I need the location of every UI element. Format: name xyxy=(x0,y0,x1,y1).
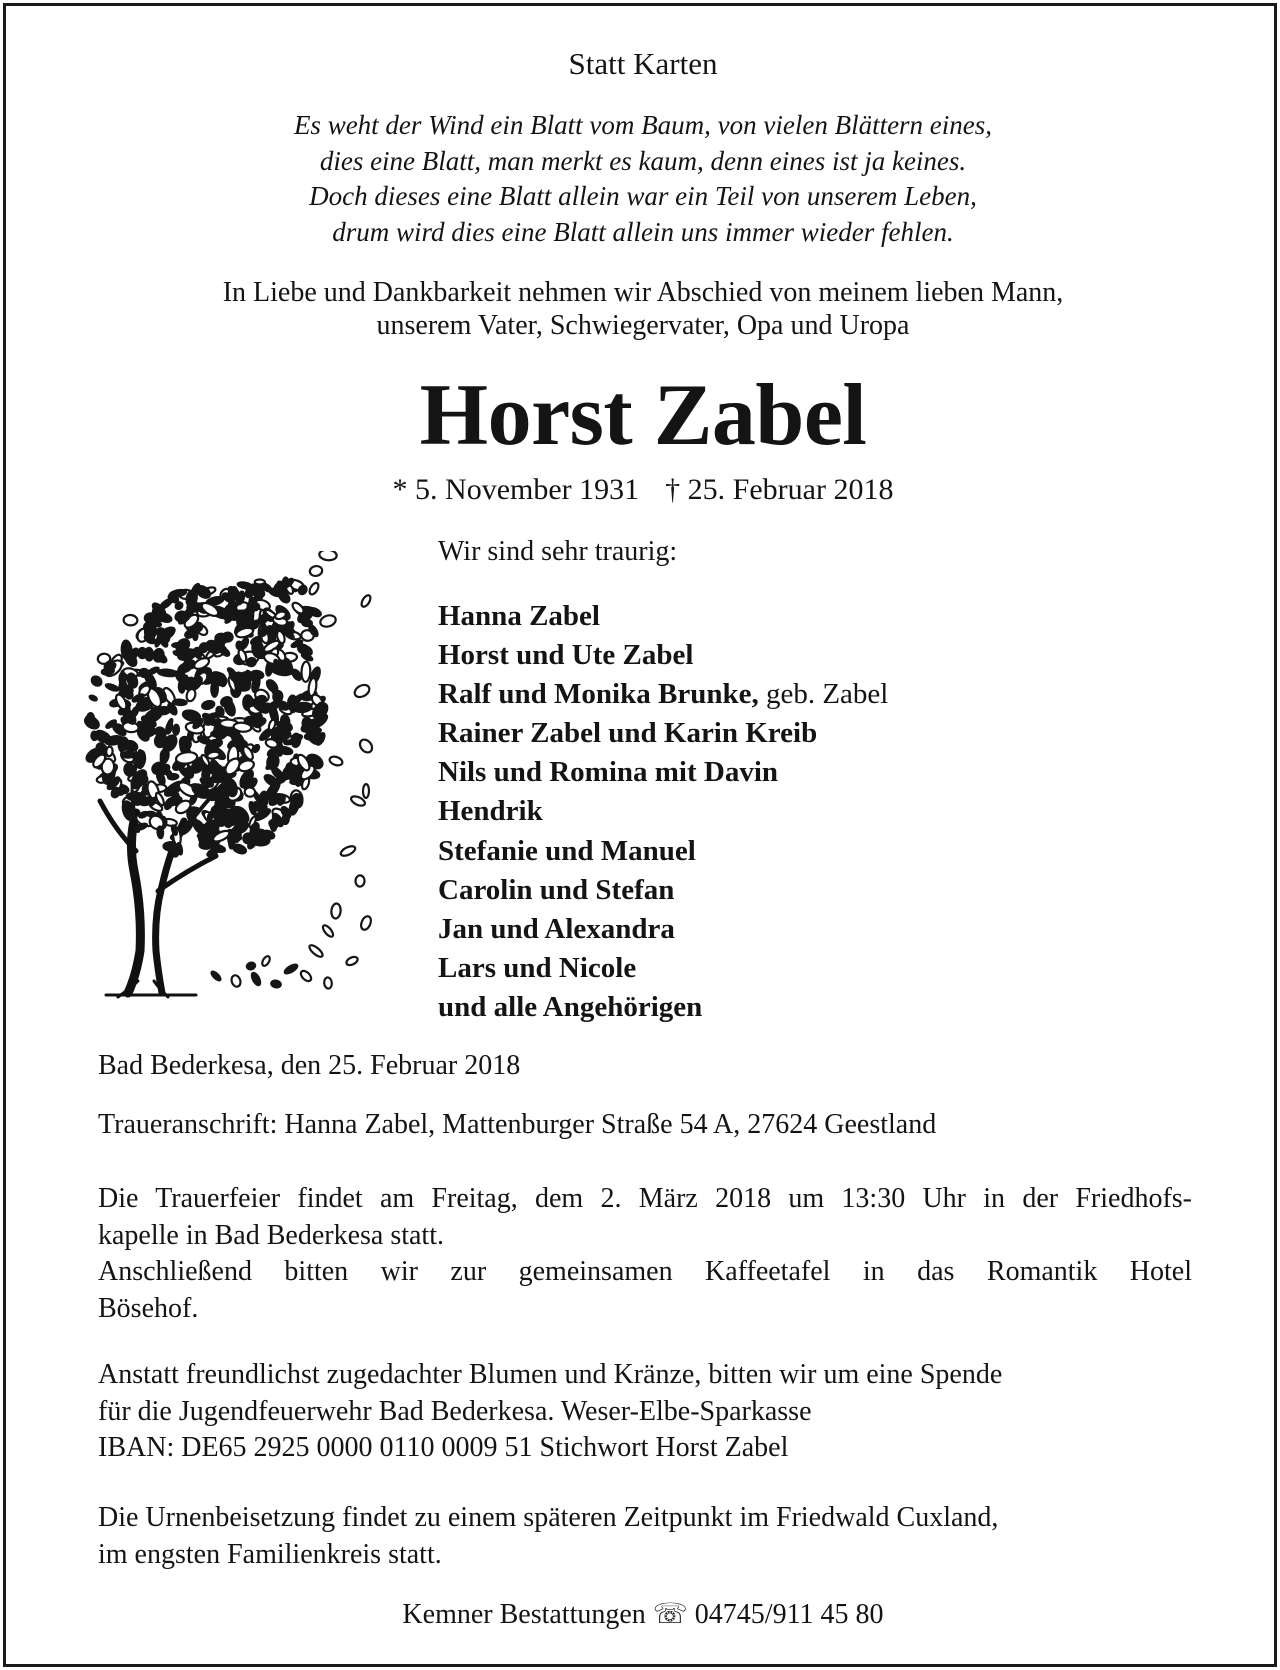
funeral-info xyxy=(98,1181,1192,1327)
funeral-line: kapelle in Bad Bederkesa statt. xyxy=(98,1219,444,1251)
family-member xyxy=(438,636,888,675)
death-date: † 25. Februar 2018 xyxy=(665,473,894,506)
donation-line: für die Jugendfeuerwehr Bad Bederkesa. Weser-Elbe-Sparkasse xyxy=(98,1395,812,1427)
life-dates xyxy=(6,472,1280,508)
poem xyxy=(6,108,1280,250)
donation-info xyxy=(98,1357,1192,1467)
funeral-line: Anschließend bitten wir zur gemeinsamen Kaffeetafel in das Romantik Hotel xyxy=(98,1256,1192,1287)
family-member xyxy=(438,597,888,636)
family-member xyxy=(438,871,888,910)
family-member xyxy=(438,714,888,753)
family-member-name: Ralf und Monika Brunke, xyxy=(438,678,759,711)
urn-line: im engsten Familienkreis statt. xyxy=(98,1538,442,1570)
place-and-date: Bad Bederkesa, den 25. Februar 2018 xyxy=(98,1050,521,1081)
poem-line: drum wird dies eine Blatt allein uns immer wieder fehlen. xyxy=(332,216,954,247)
family-member xyxy=(438,910,888,949)
tree-with-falling-leaves-icon xyxy=(66,551,406,1001)
family-member-name: Carolin und Stefan xyxy=(438,873,675,906)
family-member xyxy=(438,832,888,871)
intro-text xyxy=(6,276,1280,342)
poem-line: dies eine Blatt, man merkt es kaum, denn eines ist ja keines. xyxy=(319,145,967,176)
mourning-address: Traueranschrift: Hanna Zabel, Mattenburger Straße 54 A, 27624 Geestland xyxy=(98,1109,937,1140)
family-member xyxy=(438,949,888,988)
family-member xyxy=(438,792,888,831)
funeral-home-contact: Kemner Bestattungen ☏ 04745/911 45 80 xyxy=(402,1599,884,1630)
family-member xyxy=(438,675,888,714)
family-list xyxy=(438,597,888,1027)
family-member-name: Horst und Ute Zabel xyxy=(438,639,694,672)
poem-line: Es weht der Wind ein Blatt vom Baum, von vielen Blättern eines, xyxy=(293,110,993,140)
donation-line: Anstatt freundlichst zugedachter Blumen und Kränze, bitten wir um eine Spende xyxy=(98,1359,1003,1390)
family-member-name: Lars und Nicole xyxy=(438,951,637,984)
family-member-name: Jan und Alexandra xyxy=(438,912,675,945)
family-member-name: Stefanie und Manuel xyxy=(438,834,696,867)
family-member xyxy=(438,753,888,792)
intro-line: unserem Vater, Schwiegervater, Opa und Uropa xyxy=(376,310,910,341)
notice-frame xyxy=(3,3,1277,1667)
urn-line: Die Urnenbeisetzung findet zu einem späteren Zeitpunkt im Friedwald Cuxland, xyxy=(98,1502,999,1533)
urn-burial-info xyxy=(98,1500,1192,1573)
family-member-name: Rainer Zabel und Karin Kreib xyxy=(438,717,818,750)
family-member-name: Hendrik xyxy=(438,795,543,828)
family-member-name: Hanna Zabel xyxy=(438,600,600,632)
birth-date: * 5. November 1931 xyxy=(392,473,640,506)
family-member xyxy=(438,988,888,1027)
donation-line: IBAN: DE65 2925 0000 0110 0009 51 Stichwort Horst Zabel xyxy=(98,1432,789,1463)
header-text: Statt Karten xyxy=(568,46,718,81)
deceased-name: Horst Zabel xyxy=(419,367,867,464)
family-member-suffix: geb. Zabel xyxy=(758,678,889,711)
poem-line: Doch dieses eine Blatt allein war ein Teil von unserem Leben, xyxy=(309,181,977,211)
funeral-line: Bösehof. xyxy=(98,1292,199,1324)
intro-line: In Liebe und Dankbarkeit nehmen wir Abschied von meinem lieben Mann, xyxy=(222,277,1064,308)
family-member-name: und alle Angehörigen xyxy=(438,990,703,1023)
family-member-name: Nils und Romina mit Davin xyxy=(438,756,779,789)
mourners-label: Wir sind sehr traurig: xyxy=(438,536,678,567)
funeral-line: Die Trauerfeier findet am Freitag, dem 2. März 2018 um 13:30 Uhr in der Friedhofs- xyxy=(98,1183,1192,1214)
